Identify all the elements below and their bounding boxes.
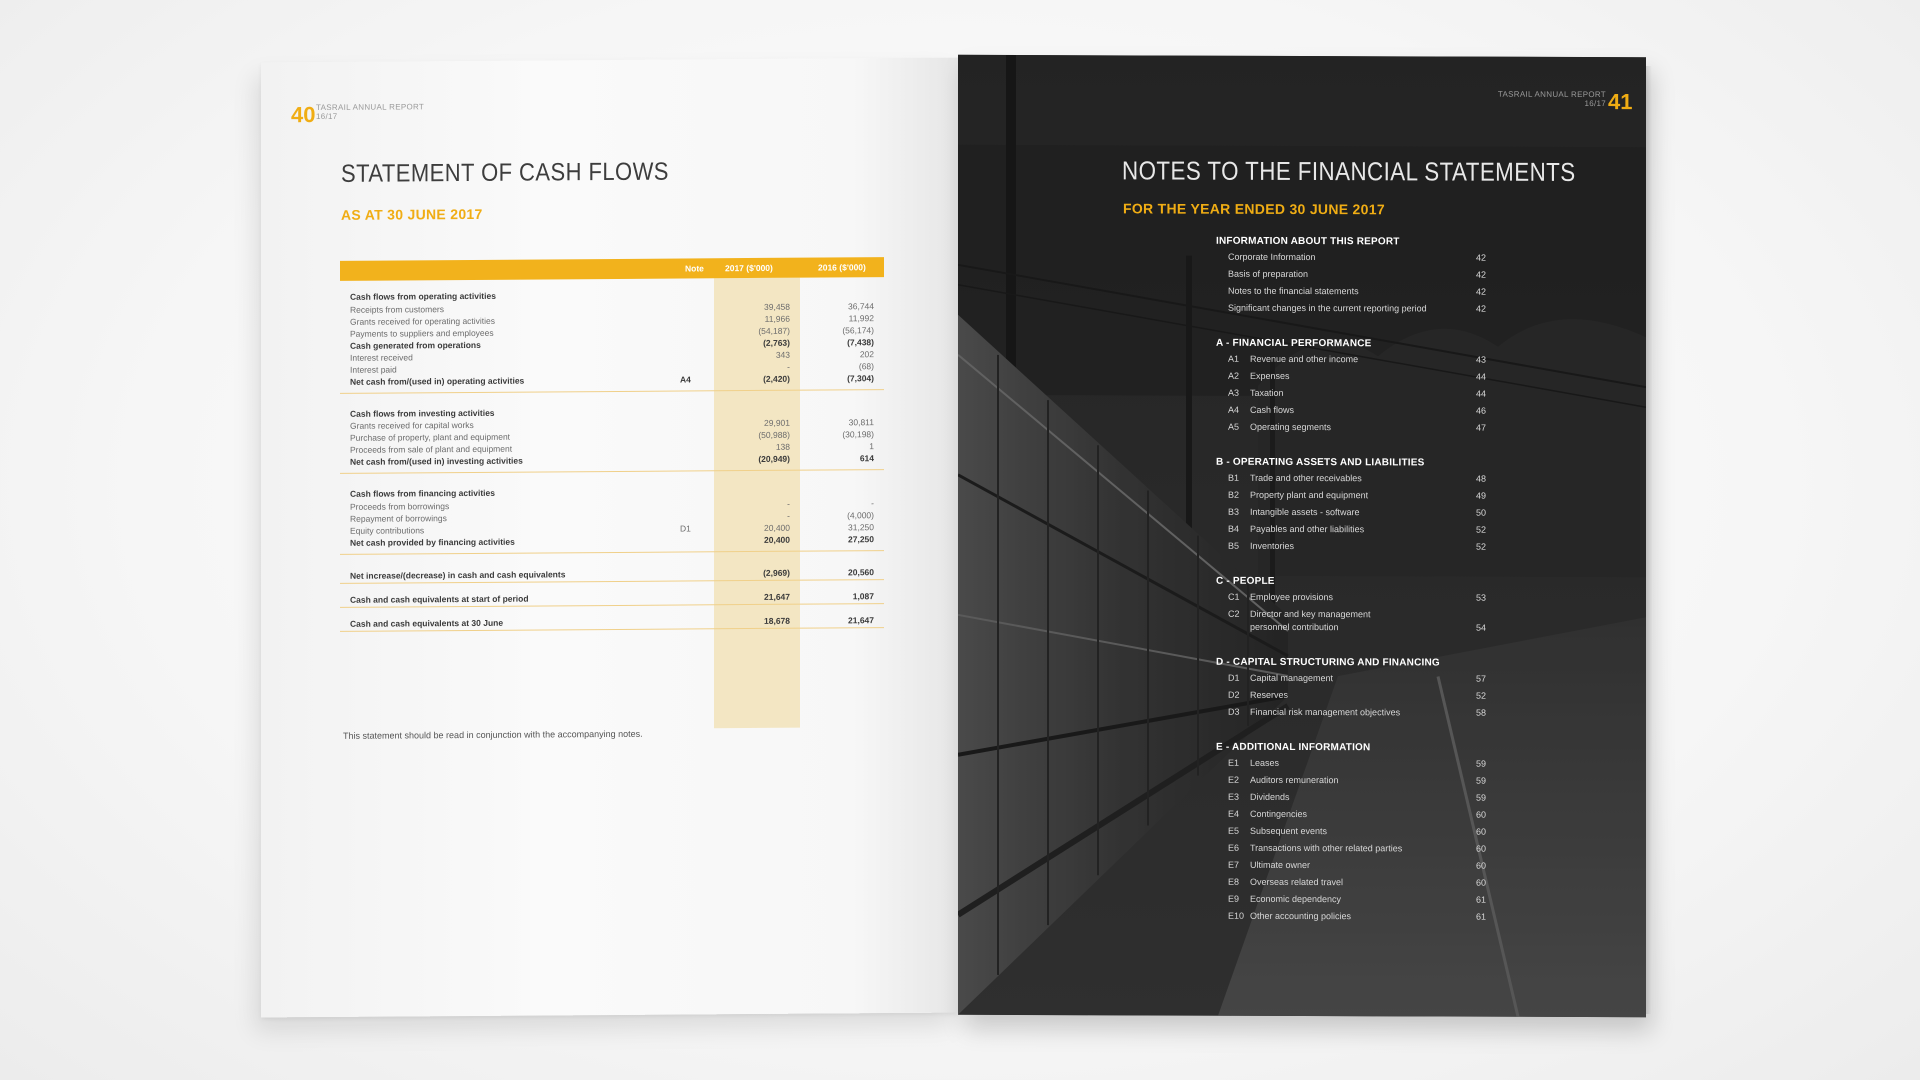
page-subtitle: FOR THE YEAR ENDED 30 JUNE 2017 <box>1123 200 1385 218</box>
toc-item-page: 60 <box>1475 809 1486 820</box>
toc-section-title: INFORMATION ABOUT THIS REPORT <box>1216 235 1400 248</box>
toc-item-label: Corporate Information <box>1228 251 1316 263</box>
toc-item-label: Contingencies <box>1250 808 1308 820</box>
toc-item-page: 47 <box>1475 422 1486 433</box>
row-value-2017: - <box>787 510 790 521</box>
toc-item-label: Significant changes in the current reporting period <box>1228 302 1427 314</box>
toc-item-label: Payables and other liabilities <box>1250 523 1365 535</box>
row-label: Receipts from customers <box>350 304 444 315</box>
row-label: Interest received <box>350 352 413 363</box>
toc-item-page: 48 <box>1475 473 1486 484</box>
toc-item-page: 60 <box>1475 843 1486 854</box>
toc-item-code: B5 <box>1228 540 1240 551</box>
row-value-2017: 21,647 <box>764 591 790 602</box>
row-value-2016: 202 <box>859 349 874 360</box>
row-value-2016: 1 <box>869 441 874 452</box>
row-value-2016: 11,992 <box>848 313 874 324</box>
toc-item-code: B3 <box>1228 506 1240 517</box>
toc-item-page: 58 <box>1475 707 1486 718</box>
row-value-2016: 36,744 <box>848 301 874 312</box>
toc-item-code: A2 <box>1228 370 1240 381</box>
toc-item-label: Dividends <box>1250 791 1290 802</box>
toc-section-title: C - PEOPLE <box>1216 575 1275 587</box>
toc-item-label: Reserves <box>1250 689 1289 700</box>
report-header-right <box>1496 90 1606 108</box>
page-title: NOTES TO THE FINANCIAL STATEMENTS <box>1122 155 1576 187</box>
toc-item-page: 59 <box>1475 775 1486 786</box>
toc-item-label: Leases <box>1250 757 1280 768</box>
row-value-2016: 614 <box>859 453 874 464</box>
toc-item-page: 44 <box>1475 388 1486 399</box>
row-value-2016: (7,438) <box>847 337 874 348</box>
toc-item-label: Expenses <box>1250 370 1290 381</box>
toc-item-page: 52 <box>1475 690 1486 701</box>
toc-item <box>1216 911 1486 925</box>
row-value-2016: (30,198) <box>842 429 874 440</box>
toc-item-code: E1 <box>1228 757 1240 768</box>
toc-item-code: A1 <box>1228 353 1240 364</box>
row-value-2016: (68) <box>858 361 874 372</box>
row-label: Payments to suppliers and employees <box>350 327 494 339</box>
row-value-2017: 11,966 <box>764 313 790 324</box>
toc-item-label: Financial risk management objectives <box>1250 706 1401 718</box>
row-label: Grants received for capital works <box>350 419 474 431</box>
toc-item <box>1216 894 1486 908</box>
toc-item-page: 42 <box>1475 252 1486 263</box>
table-header-row <box>340 257 884 281</box>
toc-item-code: C1 <box>1228 591 1240 602</box>
row-label: Net cash from/(used in) investing activities <box>350 455 523 467</box>
toc-item-code: E7 <box>1228 859 1240 870</box>
toc-section-title: D - CAPITAL STRUCTURING AND FINANCING <box>1216 656 1440 669</box>
toc-item-label: Employee provisions <box>1250 591 1334 603</box>
toc-item-label: Other accounting policies <box>1250 910 1352 922</box>
toc-item-code: E9 <box>1228 893 1240 904</box>
row-value-2017: - <box>787 361 790 372</box>
toc-item-code: C2 <box>1228 608 1240 619</box>
toc-item-label: Ultimate owner <box>1250 859 1311 871</box>
row-label: Cash and cash equivalents at 30 June <box>350 617 504 629</box>
row-value-2017: - <box>787 498 790 509</box>
toc-item-label: Revenue and other income <box>1250 353 1359 365</box>
toc-item <box>1216 286 1486 300</box>
toc-item-page: 42 <box>1475 269 1486 280</box>
toc-item-page: 53 <box>1475 592 1486 603</box>
toc-item-page: 42 <box>1475 286 1486 297</box>
left-page <box>261 58 958 1018</box>
row-value-2017: 20,400 <box>764 522 790 533</box>
row-label: Cash flows from investing activities <box>350 407 495 419</box>
toc-item <box>1216 507 1486 521</box>
toc-item <box>1216 792 1486 806</box>
toc-section-title: A - FINANCIAL PERFORMANCE <box>1216 337 1372 350</box>
toc-item-label: Subsequent events <box>1250 825 1328 837</box>
toc-item <box>1216 252 1486 266</box>
header-2016: 2016 ($'000) <box>818 262 866 273</box>
toc-item <box>1216 422 1486 436</box>
row-value-2017: 343 <box>775 349 790 360</box>
row-label: Net cash from/(used in) operating activities <box>350 375 525 387</box>
toc-item-label: Director and key management <box>1250 608 1371 620</box>
table-footnote: This statement should be read in conjunction with the accompanying notes. <box>343 728 643 741</box>
toc-section-title: B - OPERATING ASSETS AND LIABILITIES <box>1216 456 1425 469</box>
toc-item <box>1216 775 1486 789</box>
row-value-2017: (20,949) <box>758 453 790 464</box>
report-header-year: 16/17 <box>316 111 338 122</box>
row-label: Purchase of property, plant and equipment <box>350 431 511 443</box>
toc-item-code: E3 <box>1228 791 1240 802</box>
toc-item-page: 59 <box>1475 792 1486 803</box>
toc-item <box>1216 541 1486 555</box>
toc-item-label: Transactions with other related parties <box>1250 842 1403 854</box>
toc-item-page: 60 <box>1475 826 1486 837</box>
row-value-2016: (4,000) <box>847 510 874 521</box>
toc-item <box>1216 405 1486 419</box>
toc-item-page: 49 <box>1475 490 1486 501</box>
toc-item <box>1216 707 1486 721</box>
row-value-2017: (2,969) <box>763 567 790 578</box>
table-row <box>340 534 884 552</box>
toc-item <box>1216 388 1486 402</box>
toc-item-page: 42 <box>1475 303 1486 314</box>
toc-item <box>1216 269 1486 283</box>
row-value-2016: 20,560 <box>848 567 874 578</box>
toc-item-page: 52 <box>1475 524 1486 535</box>
toc-item-page: 43 <box>1475 354 1486 365</box>
toc-item-code: D2 <box>1228 689 1240 700</box>
toc-item-label: Operating segments <box>1250 421 1332 433</box>
toc-item-label: Taxation <box>1250 387 1284 398</box>
toc-item-code: E6 <box>1228 842 1240 853</box>
toc-item-label: Overseas related travel <box>1250 876 1344 888</box>
report-header-name: TASRAIL ANNUAL REPORT <box>1497 89 1606 100</box>
row-value-2016: (7,304) <box>847 373 874 384</box>
row-note: D1 <box>680 523 691 534</box>
toc-item-label: Notes to the financial statements <box>1228 285 1359 297</box>
row-value-2017: 29,901 <box>764 417 790 428</box>
toc-item-code: A3 <box>1228 387 1240 398</box>
toc-item <box>1216 877 1486 891</box>
table-row <box>340 373 884 391</box>
toc-item-label: Inventories <box>1250 540 1295 551</box>
row-value-2016: 21,647 <box>848 615 874 626</box>
toc-item <box>1216 490 1486 504</box>
row-label: Cash and cash equivalents at start of period <box>350 593 529 605</box>
row-value-2016: - <box>871 498 874 509</box>
toc-item-label-continued: personnel contribution <box>1250 621 1339 633</box>
row-label: Net increase/(decrease) in cash and cash equivalents <box>350 569 566 581</box>
row-value-2016: 30,811 <box>848 417 874 428</box>
cash-flow-table <box>340 257 884 731</box>
toc-item <box>1216 826 1486 840</box>
toc-item-code: B4 <box>1228 523 1240 534</box>
toc-item-page: 59 <box>1475 758 1486 769</box>
toc-item <box>1216 303 1486 317</box>
row-value-2017: 39,458 <box>764 301 790 312</box>
row-label: Grants received for operating activities <box>350 315 496 327</box>
toc-item <box>1216 843 1486 857</box>
toc-item <box>1216 592 1486 606</box>
toc-item <box>1216 860 1486 874</box>
row-label: Cash flows from operating activities <box>350 290 496 302</box>
toc-item <box>1216 608 1486 633</box>
toc-item <box>1216 473 1486 487</box>
page-number-right: 41 <box>1608 89 1633 115</box>
row-value-2016: (56,174) <box>842 325 874 336</box>
toc-item-page: 61 <box>1475 894 1486 905</box>
toc-item-page: 57 <box>1475 673 1486 684</box>
row-value-2016: 27,250 <box>848 534 874 545</box>
toc-item-label: Auditors remuneration <box>1250 774 1339 786</box>
toc-item-code: A4 <box>1228 404 1240 415</box>
toc-item <box>1216 524 1486 538</box>
toc-item <box>1216 354 1486 368</box>
toc-item-code: E2 <box>1228 774 1240 785</box>
toc-item-code: A5 <box>1228 421 1240 432</box>
toc-item-code: B1 <box>1228 472 1240 483</box>
toc-item-page: 60 <box>1475 860 1486 871</box>
row-label: Interest paid <box>350 364 397 375</box>
toc-item-label: Economic dependency <box>1250 893 1342 905</box>
toc-item-code: E8 <box>1228 876 1240 887</box>
right-page <box>958 55 1646 1017</box>
toc-item-label: Capital management <box>1250 672 1334 684</box>
row-value-2016: 31,250 <box>848 522 874 533</box>
report-header-name: TASRAIL ANNUAL REPORT <box>316 102 425 113</box>
toc-section-title: E - ADDITIONAL INFORMATION <box>1216 741 1371 754</box>
toc-item-page: 61 <box>1475 911 1486 922</box>
toc-item-page: 44 <box>1475 371 1486 382</box>
row-label: Cash generated from operations <box>350 339 481 351</box>
row-label: Cash flows from financing activities <box>350 487 496 499</box>
row-value-2017: 18,678 <box>764 615 790 626</box>
toc-item-page: 60 <box>1475 877 1486 888</box>
toc-item-code: E10 <box>1228 910 1245 921</box>
page-subtitle: AS AT 30 JUNE 2017 <box>341 205 483 223</box>
toc-item-code: D3 <box>1228 706 1240 717</box>
row-value-2017: (50,988) <box>758 429 790 440</box>
toc-item-page: 50 <box>1475 507 1486 518</box>
row-note: A4 <box>680 374 691 385</box>
header-2017: 2017 ($'000) <box>725 262 773 274</box>
row-label: Net cash provided by financing activities <box>350 536 515 548</box>
toc-item-label: Intangible assets - software <box>1250 506 1360 518</box>
row-value-2017: 138 <box>775 441 790 452</box>
header-note: Note <box>685 263 704 274</box>
toc-item-page: 52 <box>1475 541 1486 552</box>
row-label: Proceeds from sale of plant and equipment <box>350 443 513 455</box>
page-number-left: 40 <box>291 102 316 128</box>
row-value-2016: 1,087 <box>852 591 874 602</box>
toc-item-page: 54 <box>1475 622 1486 633</box>
row-label: Repayment of borrowings <box>350 513 447 524</box>
report-header-year: 16/17 <box>1584 98 1606 109</box>
toc-item-code: E5 <box>1228 825 1240 836</box>
toc-item-label: Property plant and equipment <box>1250 489 1369 501</box>
row-value-2017: (54,187) <box>758 325 790 336</box>
toc-item-label: Cash flows <box>1250 404 1295 415</box>
toc-item-label: Basis of preparation <box>1228 268 1309 280</box>
toc-item-code: D1 <box>1228 672 1240 683</box>
toc-item-code: B2 <box>1228 489 1240 500</box>
row-value-2017: (2,420) <box>763 373 790 384</box>
toc-item <box>1216 809 1486 823</box>
row-value-2017: 20,400 <box>764 534 790 545</box>
row-value-2017: (2,763) <box>763 337 790 348</box>
page-title: STATEMENT OF CASH FLOWS <box>341 157 669 188</box>
toc-item <box>1216 690 1486 704</box>
toc-item-page: 46 <box>1475 405 1486 416</box>
table-row <box>340 453 884 471</box>
row-label: Equity contributions <box>350 525 425 536</box>
toc-item-label: Trade and other receivables <box>1250 472 1362 484</box>
toc-item <box>1216 758 1486 772</box>
toc-item-code: E4 <box>1228 808 1240 819</box>
report-header-left <box>316 102 424 121</box>
row-label: Proceeds from borrowings <box>350 501 450 512</box>
toc-item <box>1216 673 1486 687</box>
toc-item <box>1216 371 1486 385</box>
